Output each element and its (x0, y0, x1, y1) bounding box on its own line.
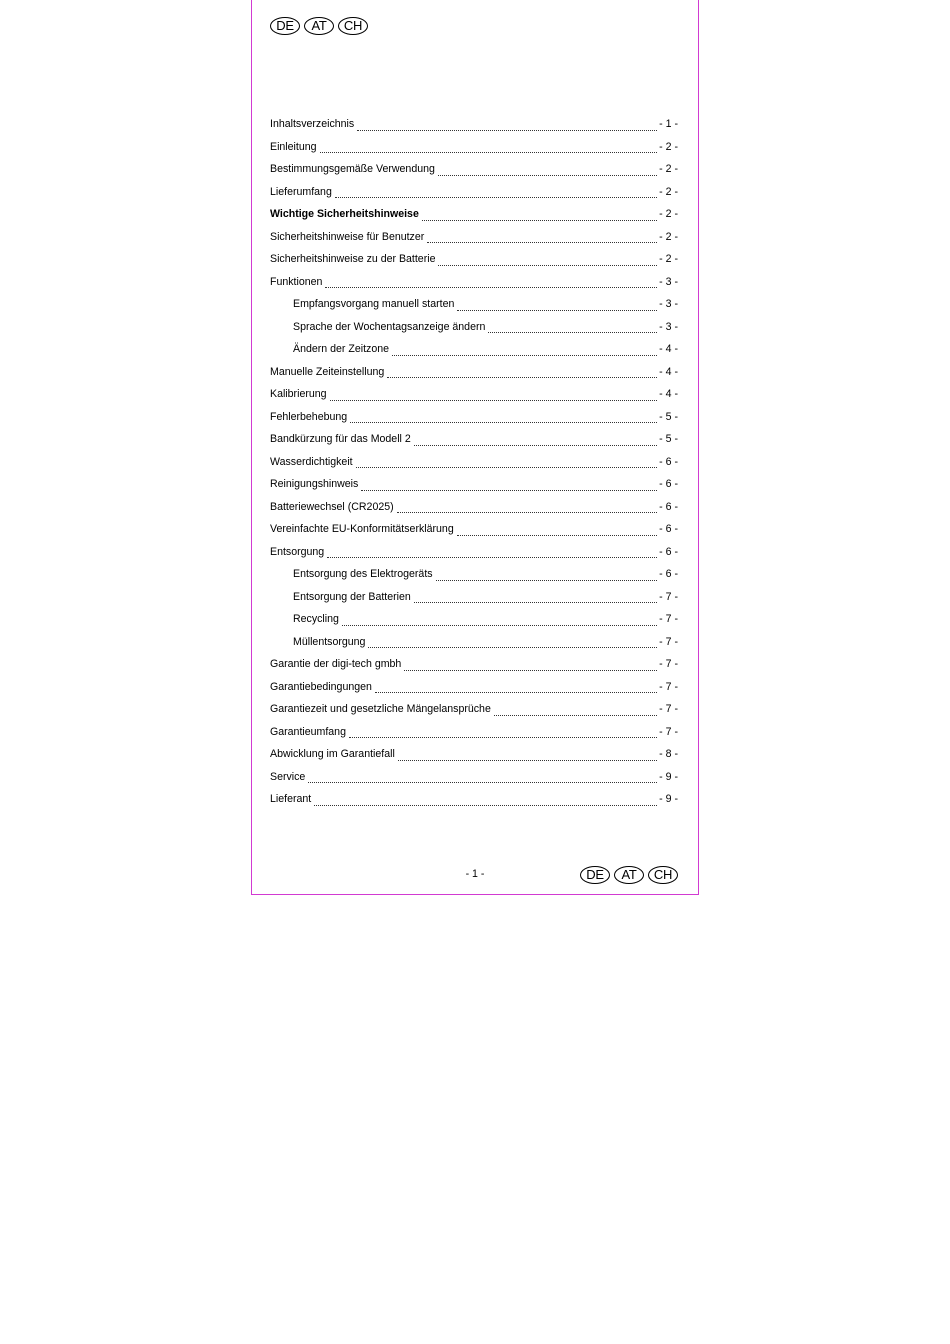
toc-entry-title: Garantiezeit und gesetzliche Mängelansprüche (270, 703, 491, 715)
country-badge-at: AT (614, 866, 644, 884)
toc-dot-leader (414, 445, 657, 446)
toc-dot-leader (397, 512, 658, 513)
toc-entry[interactable] (270, 474, 678, 497)
toc-entry-page: - 2 - (659, 208, 678, 220)
toc-entry-title: Entsorgung des Elektrogeräts (293, 568, 433, 580)
toc-entry-page: - 4 - (659, 388, 678, 400)
header-country-badges (270, 17, 368, 35)
toc-entry-page: - 7 - (659, 635, 678, 648)
toc-dot-leader (314, 805, 657, 806)
toc-dot-leader (488, 332, 657, 333)
country-badge-at: AT (304, 17, 334, 35)
toc-entry-title: Inhaltsverzeichnis (270, 118, 355, 130)
toc-dot-leader (457, 310, 657, 311)
toc-entry-page: - 2 - (659, 253, 678, 265)
toc-entry-page: - 7 - (659, 680, 678, 693)
toc-entry-page: - 7 - (659, 590, 678, 603)
toc-entry-page: - 6 - (659, 545, 678, 558)
toc-entry-title: Bestimmungsgemäße Verwendung (270, 163, 435, 175)
toc-entry[interactable] (270, 452, 678, 475)
toc-entry-page: - 2 - (659, 230, 678, 243)
country-badge-de: DE (270, 17, 300, 35)
toc-entry[interactable] (270, 587, 678, 610)
toc-dot-leader (335, 197, 657, 198)
toc-entry[interactable] (270, 294, 678, 317)
toc-entry-title: Vereinfachte EU-Konformitätserklärung (270, 523, 454, 535)
toc-entry[interactable] (270, 317, 678, 340)
toc-entry-page: - 4 - (659, 343, 678, 355)
toc-entry-page: - 5 - (659, 410, 678, 423)
toc-entry[interactable] (270, 339, 678, 362)
toc-dot-leader (356, 467, 658, 468)
toc-entry-title: Lieferant (270, 793, 312, 805)
toc-dot-leader (436, 580, 658, 581)
toc-dot-leader (438, 175, 657, 176)
toc-entry-title: Wasserdichtigkeit (270, 455, 353, 468)
toc-entry-page: - 9 - (659, 770, 678, 783)
toc-entry[interactable] (270, 362, 678, 385)
toc-entry-page: - 3 - (659, 298, 678, 310)
toc-entry[interactable] (270, 519, 678, 542)
toc-entry[interactable] (270, 407, 678, 430)
toc-entry-title: Müllentsorgung (293, 635, 366, 648)
toc-entry-title: Abwicklung im Garantiefall (270, 748, 395, 760)
toc-dot-leader (392, 355, 657, 356)
toc-entry-title: Kalibrierung (270, 388, 327, 400)
toc-entry-page: - 4 - (659, 365, 678, 378)
toc-dot-leader (398, 760, 657, 761)
toc-entry-title: Batteriewechsel (CR2025) (270, 500, 394, 513)
toc-entry-title: Bandkürzung für das Modell 2 (270, 433, 411, 445)
toc-entry-page: - 7 - (659, 725, 678, 738)
toc-dot-leader (368, 647, 657, 648)
toc-entry[interactable] (270, 699, 678, 722)
toc-entry[interactable] (270, 249, 678, 272)
country-badge-de: DE (580, 866, 610, 884)
toc-dot-leader (349, 737, 657, 738)
toc-dot-leader (330, 400, 658, 401)
country-badge-ch: CH (648, 866, 678, 884)
toc-entry-page: - 6 - (659, 455, 678, 468)
toc-entry[interactable] (270, 159, 678, 182)
toc-dot-leader (422, 220, 657, 221)
toc-entry[interactable] (270, 767, 678, 790)
toc-entry-page: - 8 - (659, 748, 678, 760)
toc-entry[interactable] (270, 227, 678, 250)
toc-entry-page: - 6 - (659, 568, 678, 580)
toc-dot-leader (325, 287, 657, 288)
toc-entry-title: Empfangsvorgang manuell starten (293, 298, 455, 310)
toc-entry-title: Manuelle Zeiteinstellung (270, 365, 385, 378)
toc-entry-page: - 9 - (659, 793, 678, 805)
toc-dot-leader (438, 265, 657, 266)
toc-entry-page: - 2 - (659, 140, 678, 153)
toc-entry[interactable] (270, 429, 678, 452)
toc-entry-title: Recycling (293, 613, 339, 625)
toc-dot-leader (361, 490, 657, 491)
toc-entry[interactable] (270, 677, 678, 700)
toc-entry-title: Ändern der Zeitzone (293, 343, 389, 355)
toc-dot-leader (308, 782, 657, 783)
toc-entry-title: Sicherheitshinweise für Benutzer (270, 230, 425, 243)
toc-entry-title: Sprache der Wochentagsanzeige ändern (293, 320, 486, 333)
toc-entry-title: Garantieumfang (270, 725, 346, 738)
toc-entry-title: Reinigungshinweis (270, 478, 359, 490)
toc-entry-title: Einleitung (270, 140, 317, 153)
toc-entry-page: - 1 - (659, 118, 678, 130)
toc-entry[interactable] (270, 609, 678, 632)
toc-dot-leader (414, 602, 657, 603)
toc-dot-leader (350, 422, 657, 423)
toc-entry[interactable] (270, 384, 678, 407)
toc-entry-page: - 2 - (659, 185, 678, 198)
table-of-contents (270, 114, 678, 812)
toc-dot-leader (320, 152, 658, 153)
toc-entry[interactable] (270, 744, 678, 767)
toc-entry[interactable] (270, 632, 678, 655)
toc-dot-leader (375, 692, 657, 693)
toc-entry-page: - 3 - (659, 320, 678, 333)
toc-entry[interactable] (270, 137, 678, 160)
toc-entry-title: Sicherheitshinweise zu der Batterie (270, 253, 436, 265)
toc-entry[interactable] (270, 182, 678, 205)
toc-entry[interactable] (270, 654, 678, 677)
document-page (251, 0, 699, 895)
toc-entry[interactable] (270, 542, 678, 565)
toc-dot-leader (387, 377, 657, 378)
toc-dot-leader (427, 242, 657, 243)
toc-entry-title: Service (270, 770, 306, 783)
toc-entry-page: - 7 - (659, 613, 678, 625)
toc-dot-leader (327, 557, 657, 558)
toc-dot-leader (404, 670, 657, 671)
toc-entry-page: - 2 - (659, 163, 678, 175)
toc-entry-page: - 6 - (659, 478, 678, 490)
toc-entry-page: - 6 - (659, 500, 678, 513)
toc-dot-leader (494, 715, 657, 716)
toc-entry-page: - 5 - (659, 433, 678, 445)
toc-entry-page: - 3 - (659, 275, 678, 288)
footer-country-badges (580, 866, 678, 884)
page-number: - 1 - (465, 868, 485, 880)
toc-entry[interactable] (270, 204, 678, 227)
toc-entry[interactable] (270, 497, 678, 520)
toc-entry-title: Lieferumfang (270, 185, 332, 198)
toc-entry-title: Fehlerbehebung (270, 410, 348, 423)
toc-entry-page: - 7 - (659, 703, 678, 715)
toc-entry-title: Entsorgung der Batterien (293, 590, 411, 603)
toc-entry-title: Garantie der digi-tech gmbh (270, 658, 402, 670)
toc-entry[interactable] (270, 789, 678, 812)
toc-entry[interactable] (270, 722, 678, 745)
toc-entry-page: - 7 - (659, 658, 678, 670)
toc-entry[interactable] (270, 114, 678, 137)
toc-entry-title: Funktionen (270, 275, 323, 288)
toc-entry-page: - 6 - (659, 523, 678, 535)
toc-entry-title: Entsorgung (270, 545, 325, 558)
toc-dot-leader (457, 535, 657, 536)
toc-entry[interactable] (270, 272, 678, 295)
country-badge-ch: CH (338, 17, 368, 35)
toc-entry-title: Wichtige Sicherheitshinweise (270, 208, 419, 220)
toc-dot-leader (342, 625, 657, 626)
toc-dot-leader (357, 130, 657, 131)
toc-entry-title: Garantiebedingungen (270, 680, 372, 693)
toc-entry[interactable] (270, 564, 678, 587)
